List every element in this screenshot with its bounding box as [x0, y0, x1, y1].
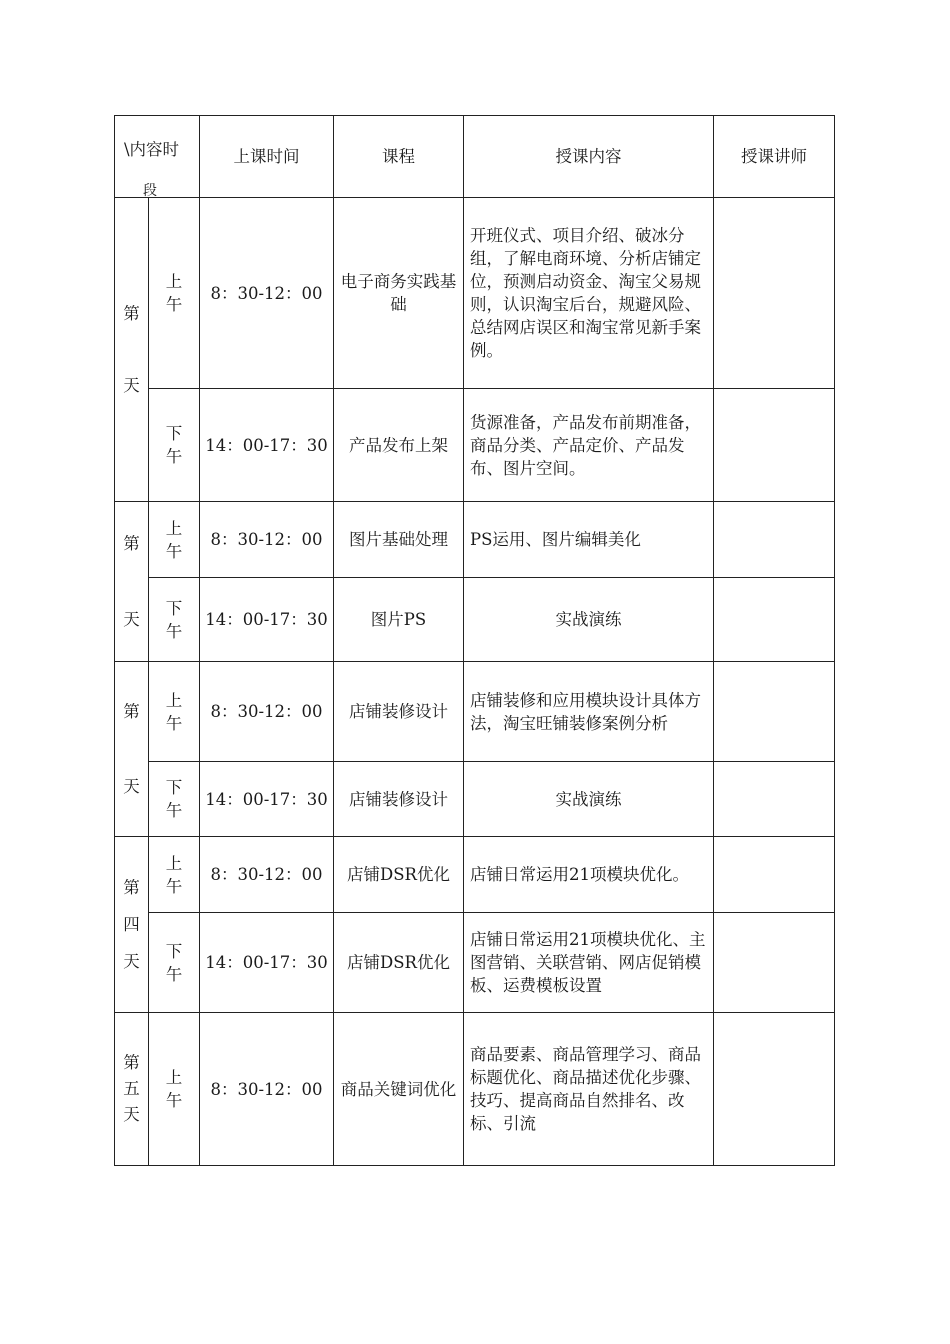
table-row — [115, 913, 835, 1013]
table-row — [115, 837, 835, 913]
time-cell: 8：30-12：00 — [200, 502, 334, 578]
table-row — [115, 1013, 835, 1166]
course-cell: 商品关键词优化 — [334, 1013, 464, 1166]
teacher-header: 授课讲师 — [714, 116, 835, 198]
day-label: 第天 — [123, 702, 140, 796]
time-cell: 14：00-17：30 — [200, 578, 334, 662]
period-label: 下午 — [165, 778, 183, 820]
content-cell: 店铺日常运用21项模块优化。 — [464, 837, 714, 913]
day-label: 第四天 — [123, 878, 140, 971]
course-schedule-table — [114, 115, 835, 1166]
time-header: 上课时间 — [200, 116, 334, 198]
teacher-cell — [714, 578, 835, 662]
teacher-cell — [714, 913, 835, 1013]
course-cell: 店铺装修设计 — [334, 762, 464, 837]
period-label: 上午 — [165, 518, 183, 561]
time-cell: 14：00-17：30 — [200, 913, 334, 1013]
period-cell — [149, 1013, 200, 1166]
content-cell: 货源准备，产品发布前期准备，商品分类、产品定价、产品发布、图片空间。 — [464, 389, 714, 502]
table-row — [115, 389, 835, 502]
day-cell — [115, 198, 149, 502]
course-cell: 图片基础处理 — [334, 502, 464, 578]
period-label: 上午 — [165, 690, 183, 733]
period-label: 上午 — [165, 272, 183, 314]
period-label: 上午 — [165, 853, 183, 896]
day-label: 第天 — [123, 533, 140, 629]
day-label: 第五天 — [123, 1053, 140, 1124]
teacher-cell — [714, 762, 835, 837]
time-cell: 14：00-17：30 — [200, 389, 334, 502]
table-row — [115, 578, 835, 662]
period-cell — [149, 502, 200, 578]
content-cell: 实战演练 — [464, 578, 714, 662]
period-cell — [149, 198, 200, 389]
period-cell — [149, 389, 200, 502]
content-cell: 店铺装修和应用模块设计具体方法，淘宝旺铺装修案例分析 — [464, 662, 714, 762]
content-cell: 店铺日常运用21项模块优化、主图营销、关联营销、网店促销模板、运费模板设置 — [464, 913, 714, 1013]
day-cell — [115, 1013, 149, 1166]
day-cell — [115, 837, 149, 1013]
period-label: 下午 — [165, 598, 183, 641]
corner-header-cell — [115, 116, 200, 198]
period-label: 下午 — [165, 941, 183, 984]
course-cell: 产品发布上架 — [334, 389, 464, 502]
table-row — [115, 198, 835, 389]
corner-header-label: \内容时 — [124, 140, 180, 159]
period-cell — [149, 578, 200, 662]
content-header: 授课内容 — [464, 116, 714, 198]
day-cell — [115, 662, 149, 837]
period-label: 上午 — [165, 1068, 183, 1110]
course-cell: 店铺装修设计 — [334, 662, 464, 762]
teacher-cell — [714, 502, 835, 578]
table-row — [115, 762, 835, 837]
period-cell — [149, 837, 200, 913]
course-header: 课程 — [334, 116, 464, 198]
time-cell: 14：00-17：30 — [200, 762, 334, 837]
teacher-cell — [714, 662, 835, 762]
period-cell — [149, 913, 200, 1013]
time-cell: 8：30-12：00 — [200, 662, 334, 762]
time-cell: 8：30-12：00 — [200, 837, 334, 913]
content-cell: 实战演练 — [464, 762, 714, 837]
course-cell: 店铺DSR优化 — [334, 913, 464, 1013]
time-cell: 8：30-12：00 — [200, 198, 334, 389]
course-cell: 电子商务实践基础 — [334, 198, 464, 389]
period-cell — [149, 762, 200, 837]
teacher-cell — [714, 1013, 835, 1166]
day-cell — [115, 502, 149, 662]
period-label: 下午 — [165, 424, 183, 466]
table-row — [115, 502, 835, 578]
period-cell — [149, 662, 200, 762]
day-label: 第天 — [123, 303, 140, 395]
content-cell: 商品要素、商品管理学习、商品标题优化、商品描述优化步骤、技巧、提高商品自然排名、改标、引流 — [464, 1013, 714, 1166]
course-cell: 图片PS — [334, 578, 464, 662]
teacher-cell — [714, 198, 835, 389]
time-cell: 8：30-12：00 — [200, 1013, 334, 1166]
course-cell: 店铺DSR优化 — [334, 837, 464, 913]
header-row — [115, 116, 835, 198]
content-cell: PS运用、图片编辑美化 — [464, 502, 714, 578]
corner-header-label-2: 段 — [143, 183, 157, 198]
teacher-cell — [714, 837, 835, 913]
content-cell: 开班仪式、项目介绍、破冰分组，了解电商环境、分析店铺定位，预测启动资金、淘宝父易规则，认识淘宝后台，规避风险、总结网店误区和淘宝常见新手案例。 — [464, 198, 714, 389]
teacher-cell — [714, 389, 835, 502]
table-row — [115, 662, 835, 762]
